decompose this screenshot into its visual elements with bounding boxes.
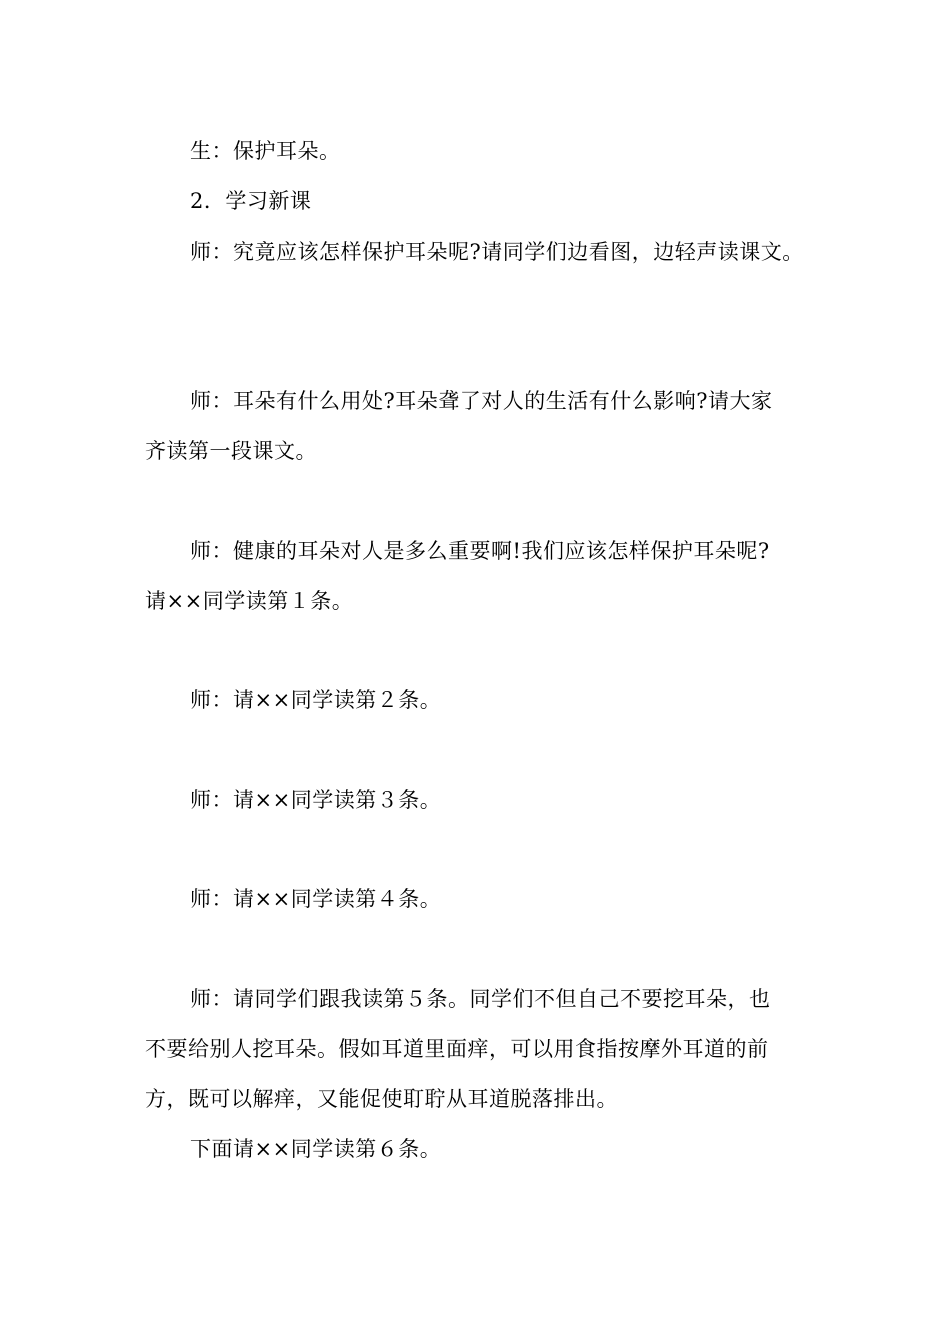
section-heading: 2．学习新课 [190, 189, 312, 213]
paragraph-line: 师：请××同学读第２条。 [190, 688, 442, 712]
paragraph-line: 齐读第一段课文。 [145, 439, 317, 463]
paragraph-line: 请××同学读第１条。 [145, 589, 354, 613]
paragraph-line: 不要给别人挖耳朵。假如耳道里面痒，可以用食指按摩外耳道的前 [145, 1037, 769, 1061]
paragraph-line: 下面请××同学读第６条。 [190, 1137, 442, 1161]
paragraph-line: 生：保护耳朵。 [190, 139, 341, 163]
paragraph-line: 师：请××同学读第４条。 [190, 887, 442, 911]
paragraph-line: 师：健康的耳朵对人是多么重要啊!我们应该怎样保护耳朵呢? [190, 539, 770, 563]
paragraph-line: 师：请同学们跟我读第５条。同学们不但自己不要挖耳朵，也 [190, 987, 771, 1011]
paragraph-line: 师：耳朵有什么用处?耳朵聋了对人的生活有什么影响?请大家 [190, 389, 773, 413]
paragraph-line: 师：究竟应该怎样保护耳朵呢?请同学们边看图，边轻声读课文。 [190, 240, 804, 264]
paragraph-line: 师：请××同学读第３条。 [190, 788, 442, 812]
paragraph-line: 方，既可以解痒，又能促使耵聍从耳道脱落排出。 [145, 1087, 618, 1111]
